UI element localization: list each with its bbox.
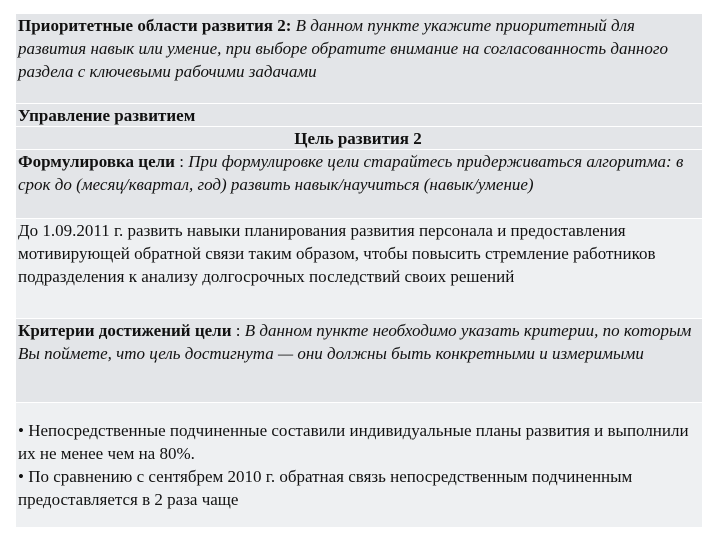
- goal-formulation-label: Формулировка цели: [18, 152, 175, 171]
- development-plan-table: [16, 14, 702, 528]
- goal-formulation-separator: :: [174, 152, 189, 171]
- criteria-separator: :: [231, 321, 245, 340]
- goal-title: Цель развития 2: [294, 129, 422, 148]
- criteria-row: [16, 319, 702, 403]
- criteria-item: • По сравнению с сентябрем 2010 г. обратная связь непосредственным подчиненным предоставляется в 2 раза чаще: [18, 467, 633, 509]
- area-value-row: [16, 104, 702, 127]
- goal-title-row: [16, 127, 702, 150]
- goal-text: До 1.09.2011 г. развить навыки планирования развития персонала и предоставления мотивирующей обратной связи таким образом, чтобы повысить стремление работников подразделения к анализу долгосрочных последствий своих решений: [18, 221, 656, 286]
- goal-text-row: [16, 219, 702, 319]
- criteria-items-row: [16, 403, 702, 528]
- goal-formulation-hint: При формулировке цели старайтесь придерживаться алгоритма: в срок до (месяц/квартал, год) развить навык/научиться (навык/умение): [18, 152, 684, 194]
- criteria-hint: В данном пункте необходимо указать критерии, по которым Вы поймете, что цель достигнута — они должны быть конкретными и измеримыми: [18, 321, 692, 363]
- criteria-label: Критерии достижений цели: [18, 321, 232, 340]
- goal-formulation-row: [16, 150, 702, 219]
- priority-area-row: [16, 14, 702, 104]
- priority-area-hint: В данном пункте укажите приоритетный для развития навык или умение, при выборе обратите внимание на согласованность данного раздела с ключевыми рабочими задачами: [18, 16, 668, 81]
- area-value: Управление развитием: [18, 106, 196, 125]
- priority-area-label: Приоритетные области развития 2:: [18, 16, 292, 35]
- criteria-item: • Непосредственные подчиненные составили индивидуальные планы развития и выполнили их не менее чем на 80%.: [18, 421, 689, 463]
